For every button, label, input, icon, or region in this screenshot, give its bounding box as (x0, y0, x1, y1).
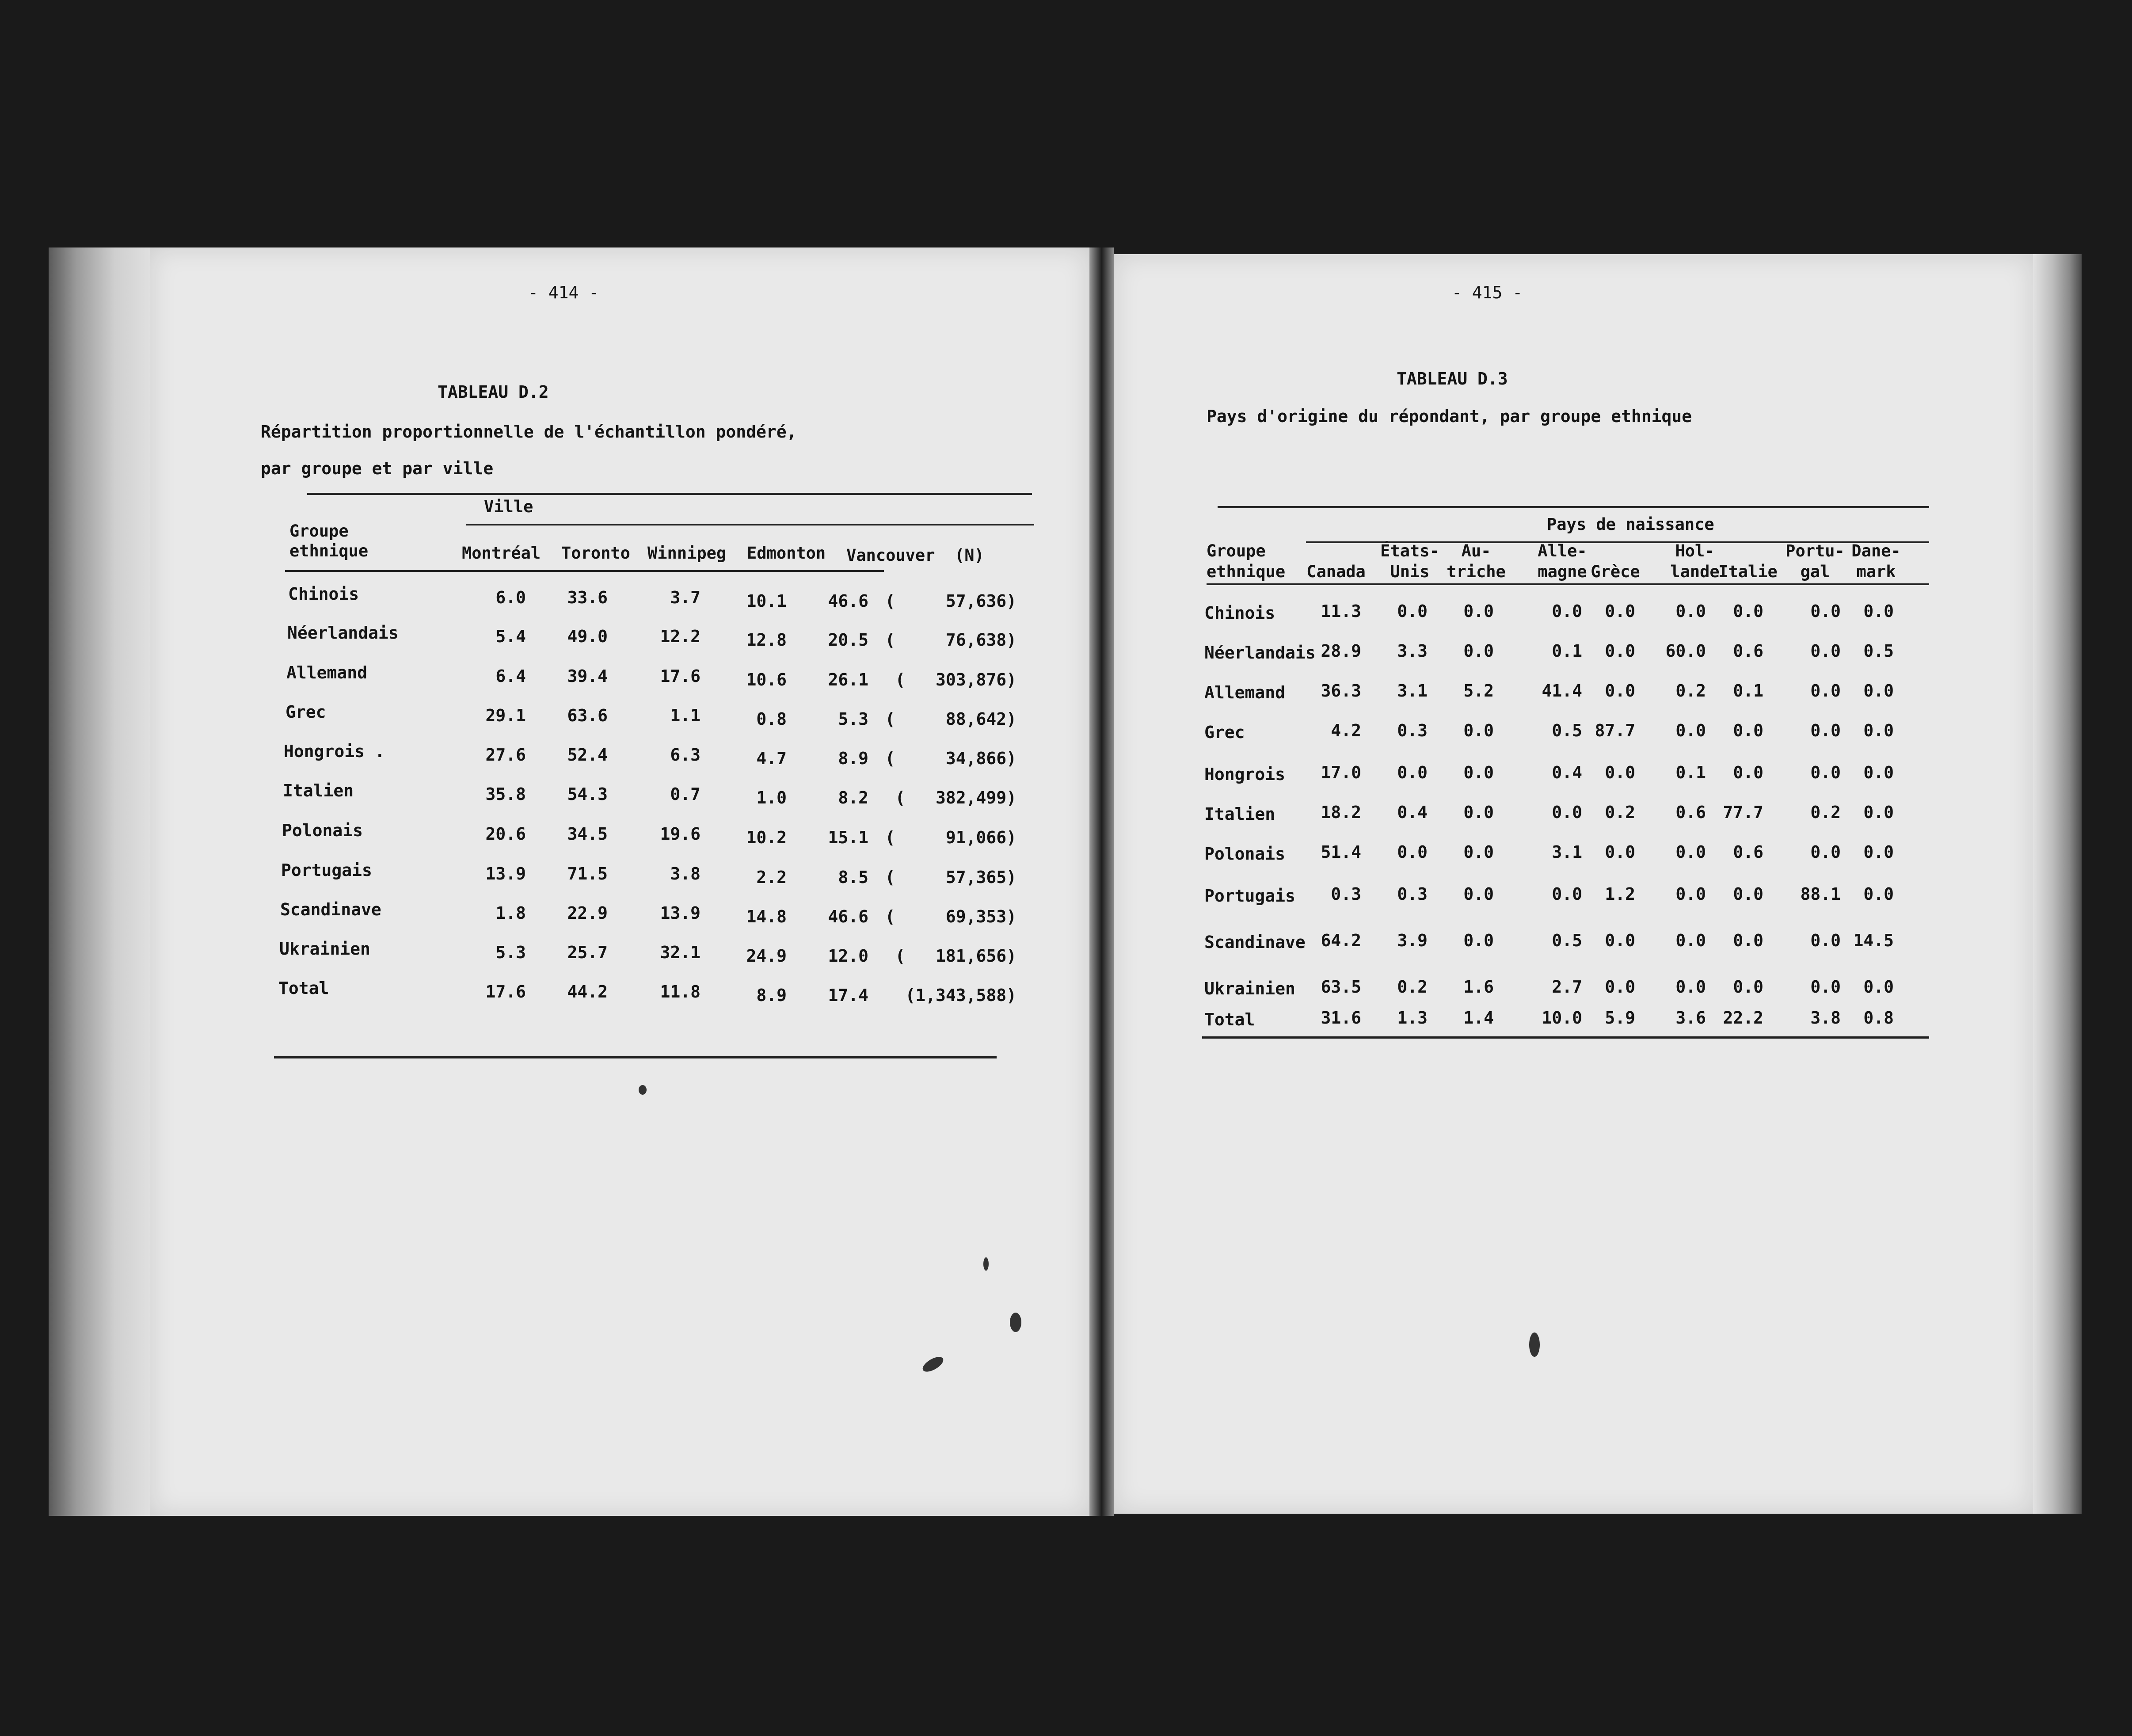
table-cell: 0.0 (1397, 842, 1428, 862)
table-cell: 24.9 (746, 946, 787, 966)
table-cell: 87.7 (1595, 721, 1635, 740)
top-rule (307, 493, 1032, 495)
header-group-line1: Groupe (1207, 541, 1266, 560)
header-group-line2: ethnique (289, 541, 369, 560)
table-cell: 6.3 (670, 745, 701, 765)
table-cell: ( 69,353) (885, 907, 1017, 926)
table-cell: 0.5 (1552, 721, 1582, 740)
table-cell: 8.9 (838, 749, 868, 768)
table-cell: ( 88,642) (885, 709, 1017, 729)
table-cell: 17.4 (828, 986, 868, 1005)
row-group-label: Grec (1204, 723, 1245, 742)
table-cell: 0.0 (1463, 803, 1494, 822)
book-gutter (1089, 247, 1114, 1516)
table-cell: 46.6 (828, 907, 868, 926)
ink-speck (920, 1354, 945, 1375)
table-cell: 0.2 (1605, 803, 1635, 822)
table-cell: 0.8 (756, 709, 787, 729)
right-page (1114, 254, 2033, 1514)
table-cell: 0.4 (1552, 763, 1582, 782)
row-group-label: Scandinave (280, 900, 381, 919)
table-cell: 15.1 (828, 828, 868, 847)
table-cell: 46.6 (828, 591, 868, 611)
table-cell: 49.0 (567, 627, 608, 646)
table-cell: ( 91,066) (885, 828, 1017, 847)
row-group-label: Néerlandais (1204, 643, 1316, 662)
table-cell: 3.1 (1397, 681, 1428, 700)
table-cell: 0.0 (1810, 721, 1841, 740)
table-cell: 3.3 (1397, 641, 1428, 661)
table-cell: 0.6 (1733, 641, 1763, 661)
table-cell: 10.2 (746, 828, 787, 847)
bottom-rule (274, 1056, 997, 1058)
span-label-pays: Pays de naissance (1547, 515, 1714, 534)
table-cell: 0.0 (1605, 641, 1635, 661)
col-header-vancouver: Vancouver (846, 546, 935, 565)
table-cell: 27.6 (485, 745, 526, 765)
table-cell: 26.1 (828, 670, 868, 689)
book-edge-left (49, 247, 159, 1516)
table-cell: 8.5 (838, 868, 868, 887)
table-cell: 22.9 (567, 903, 608, 923)
table-cell: 5.9 (1605, 1008, 1635, 1028)
table-cell: 10.1 (746, 591, 787, 611)
table-cell: 0.0 (1397, 602, 1428, 621)
table-cell: (1,343,588) (905, 986, 1017, 1005)
table-cell: 1.8 (495, 903, 526, 923)
table-cell: 32.1 (660, 943, 701, 962)
col-header-line2: Grèce (1591, 562, 1640, 581)
table-cell: ( 181,656) (895, 946, 1017, 966)
table-cell: 71.5 (567, 864, 608, 883)
table-cell: 0.6 (1733, 842, 1763, 862)
table-cell: 0.0 (1552, 602, 1582, 621)
table-cell: 1.2 (1605, 884, 1635, 904)
table-cell: 8.2 (838, 788, 868, 807)
table-cell: 54.3 (567, 784, 608, 804)
row-group-label: Chinois (1204, 603, 1275, 623)
table-cell: ( 303,876) (895, 670, 1017, 689)
col-header-line1: Dane- (1851, 541, 1901, 560)
table-cell: 0.0 (1810, 763, 1841, 782)
table-cell: 0.0 (1675, 977, 1706, 997)
table-cell: 6.0 (495, 588, 526, 607)
col-header-winnipeg: Winnipeg (647, 544, 727, 563)
table-cell: 25.7 (567, 943, 608, 962)
table-cell: 88.1 (1800, 884, 1841, 904)
table-cell: 0.0 (1463, 842, 1494, 862)
header-rule (1207, 583, 1929, 585)
col-header-line2: Unis (1390, 562, 1430, 581)
table-cell: 0.0 (1733, 602, 1763, 621)
table-cell: 51.4 (1321, 842, 1361, 862)
table-cell: 0.0 (1552, 884, 1582, 904)
col-header-line1: Portu- (1786, 541, 1845, 560)
row-group-label: Italien (283, 781, 354, 800)
table-cell: 0.1 (1552, 641, 1582, 661)
table-cell: 0.3 (1397, 884, 1428, 904)
table-cell: 1.4 (1463, 1008, 1494, 1028)
table-cell: 0.5 (1552, 931, 1582, 950)
table-cell: 1.3 (1397, 1008, 1428, 1028)
col-header-line1: Au- (1461, 541, 1491, 560)
row-group-label: Total (1204, 1010, 1255, 1029)
table-cell: 0.0 (1675, 931, 1706, 950)
table-cell: 0.0 (1810, 641, 1841, 661)
row-group-label: Scandinave (1204, 933, 1306, 952)
table-cell: 10.0 (1542, 1008, 1582, 1028)
table-cell: 8.9 (756, 986, 787, 1005)
table-cell: 0.0 (1863, 842, 1894, 862)
table-cell: 14.5 (1853, 931, 1894, 950)
table-cell: 12.8 (746, 630, 787, 650)
table-cell: 0.0 (1463, 602, 1494, 621)
table-cell: 18.2 (1321, 803, 1361, 822)
table-cell: 0.0 (1605, 977, 1635, 997)
row-group-label: Total (278, 978, 329, 998)
table-cell: 0.0 (1605, 763, 1635, 782)
table-cell: 11.3 (1321, 602, 1361, 621)
table-cell: 3.7 (670, 588, 701, 607)
table-cell: 5.3 (495, 943, 526, 962)
row-group-label: Allemand (286, 663, 368, 682)
table-cell: 0.0 (1863, 884, 1894, 904)
table-subtitle-line1: Répartition proportionnelle de l'échantillon pondéré, (261, 422, 797, 442)
table-cell: 0.0 (1552, 803, 1582, 822)
table-cell: 20.5 (828, 630, 868, 650)
table-cell: 3.8 (670, 864, 701, 883)
col-header-line1: Hol- (1675, 541, 1715, 560)
ink-speck (1529, 1332, 1540, 1357)
table-cell: 0.3 (1397, 721, 1428, 740)
table-cell: 60.0 (1665, 641, 1706, 661)
table-cell: 0.0 (1463, 884, 1494, 904)
col-header-edmonton: Edmonton (747, 544, 826, 563)
table-cell: 0.7 (670, 784, 701, 804)
table-cell: 17.6 (660, 666, 701, 686)
table-cell: 12.2 (660, 627, 701, 646)
col-header-montreal: Montréal (462, 544, 541, 563)
table-cell: 3.6 (1675, 1008, 1706, 1028)
col-header-line2: triche (1447, 562, 1506, 581)
table-cell: 64.2 (1321, 931, 1361, 950)
table-title-d2: TABLEAU D.2 (438, 382, 549, 402)
table-cell: 0.0 (1810, 977, 1841, 997)
table-cell: 0.0 (1810, 931, 1841, 950)
header-group-line1: Groupe (289, 522, 349, 541)
span-label-ville: Ville (484, 497, 533, 516)
table-cell: 13.9 (485, 864, 526, 883)
span-rule (466, 524, 1034, 525)
table-cell: 0.0 (1733, 721, 1763, 740)
table-cell: ( 76,638) (885, 630, 1017, 650)
table-cell: 0.0 (1863, 721, 1894, 740)
table-cell: 36.3 (1321, 681, 1361, 700)
page-number-right: - 415 - (1452, 283, 1523, 302)
row-group-label: Allemand (1204, 683, 1286, 702)
table-cell: 22.2 (1723, 1008, 1763, 1028)
table-cell: 63.6 (567, 706, 608, 725)
table-cell: 5.4 (495, 627, 526, 646)
table-cell: 44.2 (567, 982, 608, 1001)
table-cell: ( 382,499) (895, 788, 1017, 807)
table-cell: 0.0 (1605, 681, 1635, 700)
table-subtitle: Pays d'origine du répondant, par groupe ethnique (1207, 407, 1692, 426)
col-header-line1: États- (1380, 541, 1439, 560)
table-cell: 52.4 (567, 745, 608, 765)
table-cell: 13.9 (660, 903, 701, 923)
row-group-label: Polonais (1204, 844, 1286, 864)
table-cell: 5.2 (1463, 681, 1494, 700)
table-cell: 0.6 (1675, 803, 1706, 822)
row-group-label: Italien (1204, 804, 1275, 824)
table-cell: 5.3 (838, 709, 868, 729)
table-cell: 3.1 (1552, 842, 1582, 862)
table-subtitle-line2: par groupe et par ville (261, 459, 494, 478)
table-cell: 0.0 (1810, 602, 1841, 621)
table-cell: 2.7 (1552, 977, 1582, 997)
table-cell: 0.4 (1397, 803, 1428, 822)
table-cell: 29.1 (485, 706, 526, 725)
row-group-label: Ukrainien (279, 939, 370, 959)
header-group-line2: ethnique (1207, 562, 1286, 581)
table-cell: 39.4 (567, 666, 608, 686)
table-cell: 4.7 (756, 749, 787, 768)
table-cell: 0.0 (1863, 602, 1894, 621)
left-page (150, 247, 1089, 1516)
table-cell: ( 57,365) (885, 868, 1017, 887)
row-group-label: Hongrois . (284, 742, 385, 761)
table-cell: 35.8 (485, 784, 526, 804)
table-cell: 11.8 (660, 982, 701, 1001)
table-cell: 0.1 (1675, 763, 1706, 782)
table-cell: 0.0 (1733, 977, 1763, 997)
row-group-label: Chinois (288, 584, 359, 604)
table-cell: 0.8 (1863, 1008, 1894, 1028)
table-cell: 0.0 (1863, 681, 1894, 700)
table-cell: 34.5 (567, 824, 608, 844)
col-header-line2: lande (1670, 562, 1720, 581)
table-cell: 0.0 (1605, 842, 1635, 862)
table-cell: 0.0 (1605, 602, 1635, 621)
table-cell: 20.6 (485, 824, 526, 844)
table-cell: 0.0 (1675, 884, 1706, 904)
table-cell: 31.6 (1321, 1008, 1361, 1028)
table-cell: 17.0 (1321, 763, 1361, 782)
col-header-line2: Canada (1306, 562, 1366, 581)
row-group-label: Grec (286, 702, 326, 722)
table-cell: 0.5 (1863, 641, 1894, 661)
table-title-d3: TABLEAU D.3 (1397, 369, 1508, 388)
table-cell: 0.0 (1733, 884, 1763, 904)
table-cell: 0.0 (1733, 931, 1763, 950)
ink-speck (983, 1257, 989, 1271)
row-group-label: Hongrois (1204, 765, 1286, 784)
header-rule (285, 570, 884, 572)
row-group-label: Portugais (281, 860, 372, 880)
col-header-n: (N) (955, 546, 984, 565)
table-cell: 1.6 (1463, 977, 1494, 997)
table-cell: 0.0 (1675, 842, 1706, 862)
row-group-label: Néerlandais (287, 623, 399, 643)
table-cell: 0.0 (1733, 763, 1763, 782)
table-cell: ( 57,636) (885, 591, 1017, 611)
table-cell: 3.9 (1397, 931, 1428, 950)
table-cell: 14.8 (746, 907, 787, 926)
table-cell: 0.0 (1463, 641, 1494, 661)
ink-speck (639, 1085, 647, 1095)
table-cell: 41.4 (1542, 681, 1582, 700)
table-cell: 2.2 (756, 868, 787, 887)
table-cell: 28.9 (1321, 641, 1361, 661)
book-edge-right (2033, 254, 2082, 1514)
table-cell: 1.0 (756, 788, 787, 807)
col-header-line2: gal (1800, 562, 1830, 581)
table-cell: ( 34,866) (885, 749, 1017, 768)
table-cell: 0.1 (1733, 681, 1763, 700)
table-cell: 0.2 (1675, 681, 1706, 700)
table-cell: 1.1 (670, 706, 701, 725)
table-cell: 0.0 (1675, 721, 1706, 740)
table-cell: 4.2 (1331, 721, 1361, 740)
table-cell: 0.0 (1863, 763, 1894, 782)
col-header-line2: magne (1538, 562, 1587, 581)
table-cell: 3.8 (1810, 1008, 1841, 1028)
table-cell: 17.6 (485, 982, 526, 1001)
ink-speck (1010, 1313, 1021, 1332)
table-cell: 0.2 (1810, 803, 1841, 822)
table-cell: 0.0 (1463, 721, 1494, 740)
table-cell: 0.0 (1810, 842, 1841, 862)
table-cell: 10.6 (746, 670, 787, 689)
table-cell: 0.0 (1863, 977, 1894, 997)
table-cell: 33.6 (567, 588, 608, 607)
top-rule (1218, 506, 1929, 508)
col-header-line2: mark (1856, 562, 1896, 581)
table-cell: 0.2 (1397, 977, 1428, 997)
table-cell: 63.5 (1321, 977, 1361, 997)
col-header-line1: Alle- (1538, 541, 1587, 560)
table-cell: 0.3 (1331, 884, 1361, 904)
table-cell: 0.0 (1863, 803, 1894, 822)
bottom-rule (1202, 1036, 1929, 1039)
table-cell: 0.0 (1463, 931, 1494, 950)
table-cell: 0.0 (1605, 931, 1635, 950)
row-group-label: Ukrainien (1204, 979, 1295, 998)
row-group-label: Portugais (1204, 886, 1295, 906)
row-group-label: Polonais (282, 821, 363, 840)
table-cell: 0.0 (1463, 763, 1494, 782)
table-cell: 0.0 (1397, 763, 1428, 782)
table-cell: 6.4 (495, 666, 526, 686)
page-number-left: - 414 - (528, 283, 599, 302)
table-cell: 0.0 (1810, 681, 1841, 700)
table-cell: 77.7 (1723, 803, 1763, 822)
table-cell: 19.6 (660, 824, 701, 844)
col-header-toronto: Toronto (561, 544, 630, 563)
table-cell: 12.0 (828, 946, 868, 966)
col-header-line2: Italie (1718, 562, 1778, 581)
table-cell: 0.0 (1675, 602, 1706, 621)
